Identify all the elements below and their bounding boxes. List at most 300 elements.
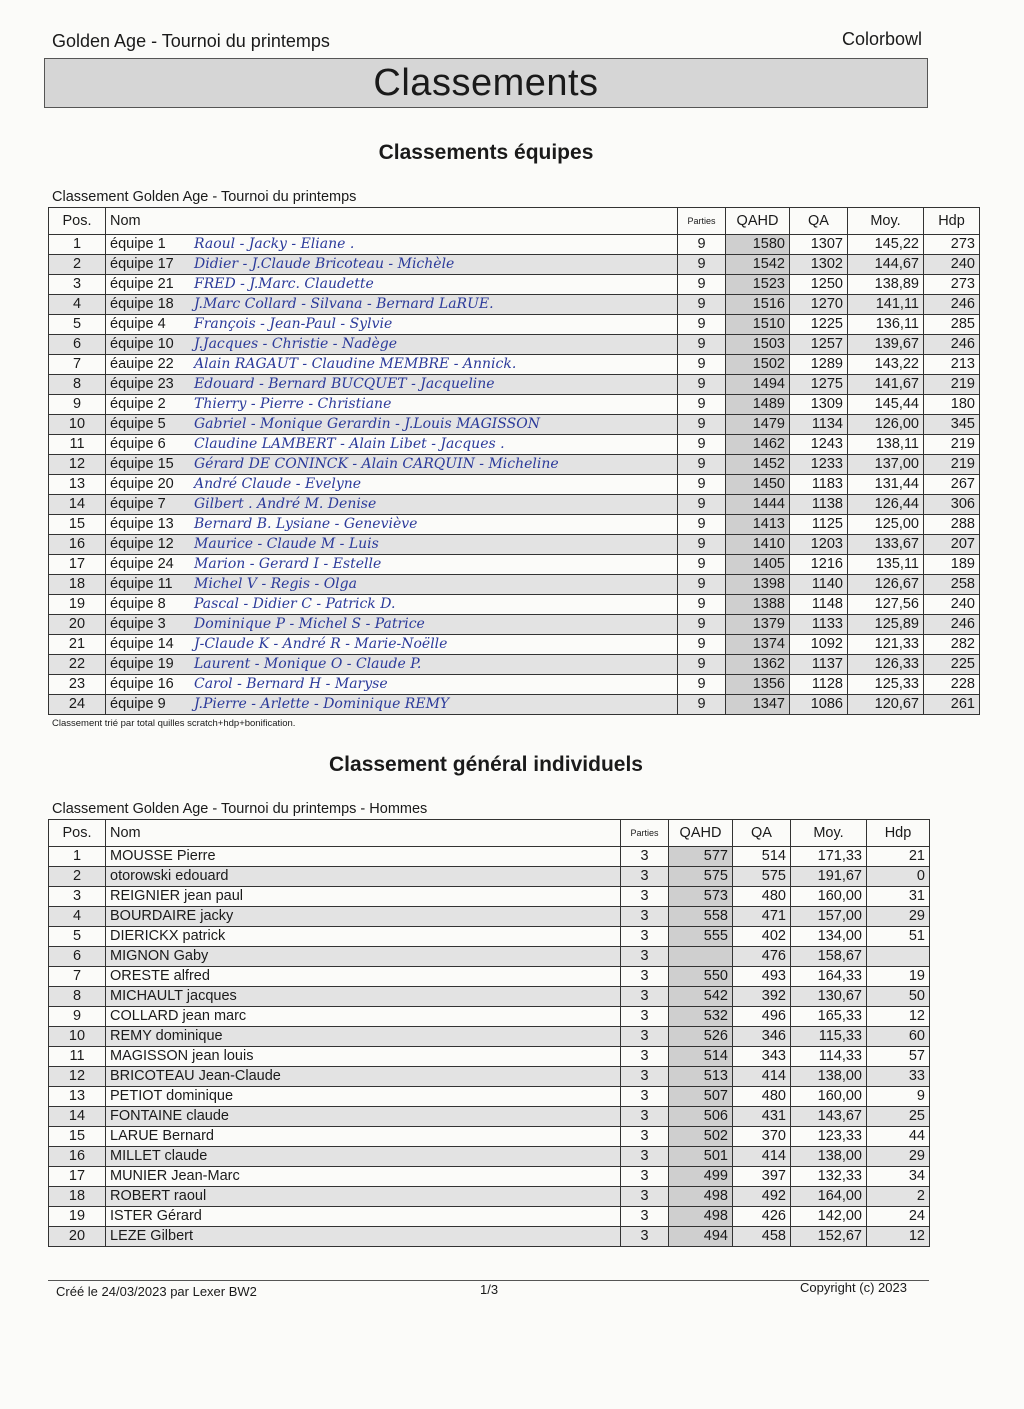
table-row bbox=[49, 475, 980, 495]
position-cell: 13 bbox=[49, 1087, 106, 1107]
hdp-cell: 24 bbox=[867, 1207, 930, 1227]
moy-cell: 126,44 bbox=[848, 495, 924, 515]
handwritten-members: Claudine LAMBERT - Alain Libet - Jacques . bbox=[194, 436, 505, 452]
col-header-moy: Moy. bbox=[791, 820, 867, 847]
handwritten-members: André Claude - Evelyne bbox=[194, 476, 362, 492]
parties-cell: 9 bbox=[678, 415, 726, 435]
qa-cell: 402 bbox=[733, 927, 791, 947]
qahd-cell: 494 bbox=[669, 1227, 733, 1247]
qa-cell: 492 bbox=[733, 1187, 791, 1207]
position-cell: 14 bbox=[49, 1107, 106, 1127]
position-cell: 23 bbox=[49, 675, 106, 695]
table-row bbox=[49, 1127, 930, 1147]
team-label: équipe 5 bbox=[110, 416, 166, 432]
moy-cell: 131,44 bbox=[848, 475, 924, 495]
team-label: équipe 19 bbox=[110, 656, 174, 672]
hdp-cell: 9 bbox=[867, 1087, 930, 1107]
qahd-cell: 577 bbox=[669, 847, 733, 867]
table-row bbox=[49, 907, 930, 927]
qahd-cell: 1452 bbox=[726, 455, 790, 475]
parties-cell: 9 bbox=[678, 655, 726, 675]
parties-cell: 3 bbox=[621, 1067, 669, 1087]
qahd-cell: 526 bbox=[669, 1027, 733, 1047]
qahd-cell: 507 bbox=[669, 1087, 733, 1107]
player-name-cell: MICHAULT jacques bbox=[106, 987, 621, 1007]
parties-cell: 3 bbox=[621, 1227, 669, 1247]
position-cell: 8 bbox=[49, 987, 106, 1007]
moy-cell: 160,00 bbox=[791, 1087, 867, 1107]
qa-cell: 346 bbox=[733, 1027, 791, 1047]
team-label: équipe 3 bbox=[110, 616, 166, 632]
qa-cell: 1289 bbox=[790, 355, 848, 375]
moy-cell: 132,33 bbox=[791, 1167, 867, 1187]
qahd-cell: 1580 bbox=[726, 235, 790, 255]
moy-cell: 126,33 bbox=[848, 655, 924, 675]
moy-cell: 145,22 bbox=[848, 235, 924, 255]
team-name-cell bbox=[106, 435, 678, 455]
page-title bbox=[44, 58, 928, 108]
qa-cell: 1216 bbox=[790, 555, 848, 575]
parties-cell: 9 bbox=[678, 535, 726, 555]
qa-cell: 1133 bbox=[790, 615, 848, 635]
table-row bbox=[49, 435, 980, 455]
qahd-cell: 1347 bbox=[726, 695, 790, 715]
qa-cell: 392 bbox=[733, 987, 791, 1007]
team-name-cell bbox=[106, 635, 678, 655]
position-cell: 17 bbox=[49, 1167, 106, 1187]
parties-cell: 9 bbox=[678, 255, 726, 275]
parties-cell: 9 bbox=[678, 355, 726, 375]
position-cell: 18 bbox=[49, 575, 106, 595]
player-name-cell: COLLARD jean marc bbox=[106, 1007, 621, 1027]
position-cell: 8 bbox=[49, 375, 106, 395]
table-row bbox=[49, 675, 980, 695]
table-row bbox=[49, 967, 930, 987]
hdp-cell: 29 bbox=[867, 1147, 930, 1167]
position-cell: 5 bbox=[49, 315, 106, 335]
table-row bbox=[49, 1167, 930, 1187]
qahd-cell: 1542 bbox=[726, 255, 790, 275]
moy-cell: 127,56 bbox=[848, 595, 924, 615]
qa-cell: 575 bbox=[733, 867, 791, 887]
moy-cell: 115,33 bbox=[791, 1027, 867, 1047]
team-name-cell bbox=[106, 535, 678, 555]
player-name-cell: MIGNON Gaby bbox=[106, 947, 621, 967]
parties-cell: 9 bbox=[678, 315, 726, 335]
qa-cell: 493 bbox=[733, 967, 791, 987]
qahd-cell: 1362 bbox=[726, 655, 790, 675]
individuals-caption: Classement Golden Age - Tournoi du printemps - Hommes bbox=[52, 801, 428, 817]
hdp-cell: 219 bbox=[924, 375, 980, 395]
position-cell: 4 bbox=[49, 295, 106, 315]
table-row bbox=[49, 395, 980, 415]
player-name-cell: FONTAINE claude bbox=[106, 1107, 621, 1127]
individuals-section-title: Classement général individuels bbox=[329, 753, 643, 776]
moy-cell: 137,00 bbox=[848, 455, 924, 475]
position-cell: 15 bbox=[49, 515, 106, 535]
col-header-parties: Parties bbox=[678, 208, 726, 235]
team-label: équipe 13 bbox=[110, 516, 174, 532]
qa-cell: 1134 bbox=[790, 415, 848, 435]
position-cell: 14 bbox=[49, 495, 106, 515]
handwritten-members: Alain RAGAUT - Claudine MEMBRE - Annick. bbox=[194, 356, 517, 372]
table-row bbox=[49, 315, 980, 335]
qa-cell: 1148 bbox=[790, 595, 848, 615]
team-name-cell bbox=[106, 615, 678, 635]
position-cell: 13 bbox=[49, 475, 106, 495]
qahd-cell: 1502 bbox=[726, 355, 790, 375]
parties-cell: 9 bbox=[678, 595, 726, 615]
footer-divider bbox=[48, 1280, 929, 1281]
team-name-cell bbox=[106, 255, 678, 275]
parties-cell: 3 bbox=[621, 967, 669, 987]
qa-cell: 1243 bbox=[790, 435, 848, 455]
table-row bbox=[49, 235, 980, 255]
position-cell: 10 bbox=[49, 415, 106, 435]
position-cell: 10 bbox=[49, 1027, 106, 1047]
position-cell: 3 bbox=[49, 275, 106, 295]
table-row bbox=[49, 847, 930, 867]
footer-created: Créé le 24/03/2023 par Lexer BW2 bbox=[56, 1284, 257, 1299]
table-row bbox=[49, 515, 980, 535]
qahd-cell: 501 bbox=[669, 1147, 733, 1167]
table-row bbox=[49, 1007, 930, 1027]
moy-cell: 126,00 bbox=[848, 415, 924, 435]
hdp-cell: 12 bbox=[867, 1227, 930, 1247]
qahd-cell: 506 bbox=[669, 1107, 733, 1127]
team-label: équipe 6 bbox=[110, 436, 166, 452]
hdp-cell: 285 bbox=[924, 315, 980, 335]
team-label: équipe 2 bbox=[110, 396, 166, 412]
hdp-cell: 240 bbox=[924, 595, 980, 615]
qa-cell: 1257 bbox=[790, 335, 848, 355]
hdp-cell: 33 bbox=[867, 1067, 930, 1087]
individuals-table bbox=[48, 819, 930, 1247]
table-row bbox=[49, 1207, 930, 1227]
team-name-cell bbox=[106, 395, 678, 415]
position-cell: 7 bbox=[49, 355, 106, 375]
table-row bbox=[49, 295, 980, 315]
hdp-cell: 282 bbox=[924, 635, 980, 655]
position-cell: 21 bbox=[49, 635, 106, 655]
hdp-cell: 31 bbox=[867, 887, 930, 907]
position-cell: 20 bbox=[49, 1227, 106, 1247]
hdp-cell: 273 bbox=[924, 235, 980, 255]
player-name-cell: otorowski edouard bbox=[106, 867, 621, 887]
team-label: équipe 15 bbox=[110, 456, 174, 472]
team-name-cell bbox=[106, 675, 678, 695]
col-header-qahd: QAHD bbox=[669, 820, 733, 847]
team-label: équipe 23 bbox=[110, 376, 174, 392]
table-row bbox=[49, 375, 980, 395]
team-name-cell bbox=[106, 575, 678, 595]
moy-cell: 130,67 bbox=[791, 987, 867, 1007]
hdp-cell: 180 bbox=[924, 395, 980, 415]
qahd-cell: 1379 bbox=[726, 615, 790, 635]
handwritten-members: Michel V - Regis - Olga bbox=[194, 576, 357, 592]
parties-cell: 3 bbox=[621, 1047, 669, 1067]
moy-cell: 142,00 bbox=[791, 1207, 867, 1227]
team-label: équipe 24 bbox=[110, 556, 174, 572]
moy-cell: 125,33 bbox=[848, 675, 924, 695]
handwritten-members: J.Pierre - Arlette - Dominique REMY bbox=[194, 696, 450, 712]
qa-cell: 1307 bbox=[790, 235, 848, 255]
moy-cell: 191,67 bbox=[791, 867, 867, 887]
table-row bbox=[49, 947, 930, 967]
qa-cell: 1309 bbox=[790, 395, 848, 415]
hdp-cell: 29 bbox=[867, 907, 930, 927]
col-header-moy: Moy. bbox=[848, 208, 924, 235]
team-name-cell bbox=[106, 455, 678, 475]
qahd-cell: 502 bbox=[669, 1127, 733, 1147]
col-header-hdp: Hdp bbox=[867, 820, 930, 847]
qa-cell: 426 bbox=[733, 1207, 791, 1227]
team-label: équipe 18 bbox=[110, 296, 174, 312]
hdp-cell: 219 bbox=[924, 455, 980, 475]
position-cell: 18 bbox=[49, 1187, 106, 1207]
qa-cell: 1125 bbox=[790, 515, 848, 535]
moy-cell: 160,00 bbox=[791, 887, 867, 907]
moy-cell: 121,33 bbox=[848, 635, 924, 655]
player-name-cell: ISTER Gérard bbox=[106, 1207, 621, 1227]
moy-cell: 164,33 bbox=[791, 967, 867, 987]
parties-cell: 9 bbox=[678, 635, 726, 655]
qa-cell: 1275 bbox=[790, 375, 848, 395]
moy-cell: 144,67 bbox=[848, 255, 924, 275]
qa-cell: 1233 bbox=[790, 455, 848, 475]
parties-cell: 9 bbox=[678, 695, 726, 715]
table-row bbox=[49, 455, 980, 475]
qa-cell: 1140 bbox=[790, 575, 848, 595]
handwritten-members: Dominique P - Michel S - Patrice bbox=[194, 616, 425, 632]
player-name-cell: REMY dominique bbox=[106, 1027, 621, 1047]
position-cell: 9 bbox=[49, 1007, 106, 1027]
player-name-cell: BRICOTEAU Jean-Claude bbox=[106, 1067, 621, 1087]
hdp-cell: 34 bbox=[867, 1167, 930, 1187]
handwritten-members: Laurent - Monique O - Claude P. bbox=[194, 656, 422, 672]
parties-cell: 9 bbox=[678, 275, 726, 295]
parties-cell: 3 bbox=[621, 1007, 669, 1027]
moy-cell: 138,00 bbox=[791, 1147, 867, 1167]
team-label: éauipe 22 bbox=[110, 356, 174, 372]
table-row bbox=[49, 535, 980, 555]
handwritten-members: Marion - Gerard I - Estelle bbox=[194, 556, 382, 572]
position-cell: 7 bbox=[49, 967, 106, 987]
hdp-cell: 44 bbox=[867, 1127, 930, 1147]
player-name-cell: ORESTE alfred bbox=[106, 967, 621, 987]
teams-caption: Classement Golden Age - Tournoi du printemps bbox=[52, 189, 357, 205]
moy-cell: 143,22 bbox=[848, 355, 924, 375]
qa-cell: 343 bbox=[733, 1047, 791, 1067]
hdp-cell: 261 bbox=[924, 695, 980, 715]
team-label: équipe 16 bbox=[110, 676, 174, 692]
moy-cell: 164,00 bbox=[791, 1187, 867, 1207]
table-row bbox=[49, 987, 930, 1007]
qa-cell: 480 bbox=[733, 1087, 791, 1107]
qahd-cell: 499 bbox=[669, 1167, 733, 1187]
table-row bbox=[49, 615, 980, 635]
hdp-cell: 267 bbox=[924, 475, 980, 495]
parties-cell: 9 bbox=[678, 435, 726, 455]
player-name-cell: PETIOT dominique bbox=[106, 1087, 621, 1107]
team-label: équipe 9 bbox=[110, 696, 166, 712]
position-cell: 2 bbox=[49, 255, 106, 275]
team-label: équipe 7 bbox=[110, 496, 166, 512]
moy-cell: 138,11 bbox=[848, 435, 924, 455]
team-name-cell bbox=[106, 335, 678, 355]
parties-cell: 9 bbox=[678, 375, 726, 395]
table-row bbox=[49, 335, 980, 355]
hdp-cell: 207 bbox=[924, 535, 980, 555]
moy-cell: 123,33 bbox=[791, 1127, 867, 1147]
parties-cell: 9 bbox=[678, 615, 726, 635]
position-cell: 1 bbox=[49, 847, 106, 867]
qahd-cell: 514 bbox=[669, 1047, 733, 1067]
qa-cell: 414 bbox=[733, 1147, 791, 1167]
handwritten-members: Pascal - Didier C - Patrick D. bbox=[194, 596, 396, 612]
col-header-qahd: QAHD bbox=[726, 208, 790, 235]
hdp-cell: 57 bbox=[867, 1047, 930, 1067]
table-row bbox=[49, 1147, 930, 1167]
qahd-cell: 1374 bbox=[726, 635, 790, 655]
moy-cell: 120,67 bbox=[848, 695, 924, 715]
table-row bbox=[49, 1047, 930, 1067]
hdp-cell: 189 bbox=[924, 555, 980, 575]
moy-cell: 135,11 bbox=[848, 555, 924, 575]
parties-cell: 3 bbox=[621, 867, 669, 887]
table-row bbox=[49, 635, 980, 655]
qahd-cell: 542 bbox=[669, 987, 733, 1007]
handwritten-members: Bernard B. Lysiane - Geneviève bbox=[194, 516, 418, 532]
position-cell: 2 bbox=[49, 867, 106, 887]
team-name-cell bbox=[106, 275, 678, 295]
player-name-cell: MUNIER Jean-Marc bbox=[106, 1167, 621, 1187]
teams-section-title: Classements équipes bbox=[378, 141, 594, 164]
parties-cell: 3 bbox=[621, 1167, 669, 1187]
moy-cell: 138,00 bbox=[791, 1067, 867, 1087]
hdp-cell: 2 bbox=[867, 1187, 930, 1207]
handwritten-members: Raoul - Jacky - Eliane . bbox=[194, 236, 355, 252]
table-row bbox=[49, 495, 980, 515]
moy-cell: 171,33 bbox=[791, 847, 867, 867]
hdp-cell: 345 bbox=[924, 415, 980, 435]
moy-cell: 165,33 bbox=[791, 1007, 867, 1027]
position-cell: 12 bbox=[49, 455, 106, 475]
parties-cell: 3 bbox=[621, 907, 669, 927]
hdp-cell: 288 bbox=[924, 515, 980, 535]
handwritten-members: J.Marc Collard - Silvana - Bernard LaRUE. bbox=[194, 296, 494, 312]
qa-cell: 476 bbox=[733, 947, 791, 967]
parties-cell: 3 bbox=[621, 1127, 669, 1147]
handwritten-members: Gabriel - Monique Gerardin - J.Louis MAGISSON bbox=[194, 416, 540, 432]
qahd-cell: 1398 bbox=[726, 575, 790, 595]
player-name-cell: BOURDAIRE jacky bbox=[106, 907, 621, 927]
player-name-cell: MOUSSE Pierre bbox=[106, 847, 621, 867]
parties-cell: 9 bbox=[678, 575, 726, 595]
table-row bbox=[49, 1227, 930, 1247]
header-left: Golden Age - Tournoi du printemps bbox=[52, 31, 330, 51]
qa-cell: 1250 bbox=[790, 275, 848, 295]
team-label: équipe 11 bbox=[110, 576, 173, 592]
hdp-cell: 273 bbox=[924, 275, 980, 295]
table-row bbox=[49, 867, 930, 887]
qahd-cell: 1503 bbox=[726, 335, 790, 355]
qahd-cell: 575 bbox=[669, 867, 733, 887]
table-row bbox=[49, 355, 980, 375]
position-cell: 6 bbox=[49, 947, 106, 967]
moy-cell: 141,11 bbox=[848, 295, 924, 315]
table-row bbox=[49, 415, 980, 435]
qahd-cell: 1510 bbox=[726, 315, 790, 335]
individuals-header-row bbox=[49, 820, 930, 847]
qa-cell: 431 bbox=[733, 1107, 791, 1127]
hdp-cell: 60 bbox=[867, 1027, 930, 1047]
qa-cell: 1203 bbox=[790, 535, 848, 555]
handwritten-members: FRED - J.Marc. Claudette bbox=[194, 276, 374, 292]
parties-cell: 3 bbox=[621, 847, 669, 867]
qahd-cell: 513 bbox=[669, 1067, 733, 1087]
parties-cell: 9 bbox=[678, 515, 726, 535]
hdp-cell: 246 bbox=[924, 335, 980, 355]
position-cell: 3 bbox=[49, 887, 106, 907]
teams-table-body bbox=[49, 235, 980, 715]
hdp-cell: 240 bbox=[924, 255, 980, 275]
team-label: équipe 8 bbox=[110, 596, 166, 612]
qa-cell: 1302 bbox=[790, 255, 848, 275]
team-label: équipe 10 bbox=[110, 336, 174, 352]
position-cell: 24 bbox=[49, 695, 106, 715]
qahd-cell: 1479 bbox=[726, 415, 790, 435]
position-cell: 17 bbox=[49, 555, 106, 575]
col-header-hdp: Hdp bbox=[924, 208, 980, 235]
table-row bbox=[49, 1027, 930, 1047]
col-header-parties: Parties bbox=[621, 820, 669, 847]
parties-cell: 3 bbox=[621, 1187, 669, 1207]
qahd-cell bbox=[669, 947, 733, 967]
col-header-qa: QA bbox=[733, 820, 791, 847]
qahd-cell: 550 bbox=[669, 967, 733, 987]
hdp-cell bbox=[867, 947, 930, 967]
qa-cell: 1183 bbox=[790, 475, 848, 495]
footer-copyright: Copyright (c) 2023 bbox=[800, 1280, 907, 1295]
player-name-cell: MILLET claude bbox=[106, 1147, 621, 1167]
parties-cell: 3 bbox=[621, 987, 669, 1007]
qahd-cell: 1516 bbox=[726, 295, 790, 315]
moy-cell: 126,67 bbox=[848, 575, 924, 595]
parties-cell: 9 bbox=[678, 675, 726, 695]
player-name-cell: LARUE Bernard bbox=[106, 1127, 621, 1147]
qa-cell: 480 bbox=[733, 887, 791, 907]
parties-cell: 3 bbox=[621, 1087, 669, 1107]
moy-cell: 157,00 bbox=[791, 907, 867, 927]
moy-cell: 158,67 bbox=[791, 947, 867, 967]
parties-cell: 3 bbox=[621, 927, 669, 947]
hdp-cell: 21 bbox=[867, 847, 930, 867]
qa-cell: 1128 bbox=[790, 675, 848, 695]
qa-cell: 1137 bbox=[790, 655, 848, 675]
position-cell: 9 bbox=[49, 395, 106, 415]
table-row bbox=[49, 595, 980, 615]
qahd-cell: 498 bbox=[669, 1187, 733, 1207]
parties-cell: 3 bbox=[621, 1147, 669, 1167]
team-name-cell bbox=[106, 515, 678, 535]
hdp-cell: 19 bbox=[867, 967, 930, 987]
position-cell: 16 bbox=[49, 535, 106, 555]
table-row bbox=[49, 927, 930, 947]
parties-cell: 3 bbox=[621, 1107, 669, 1127]
moy-cell: 114,33 bbox=[791, 1047, 867, 1067]
qa-cell: 458 bbox=[733, 1227, 791, 1247]
